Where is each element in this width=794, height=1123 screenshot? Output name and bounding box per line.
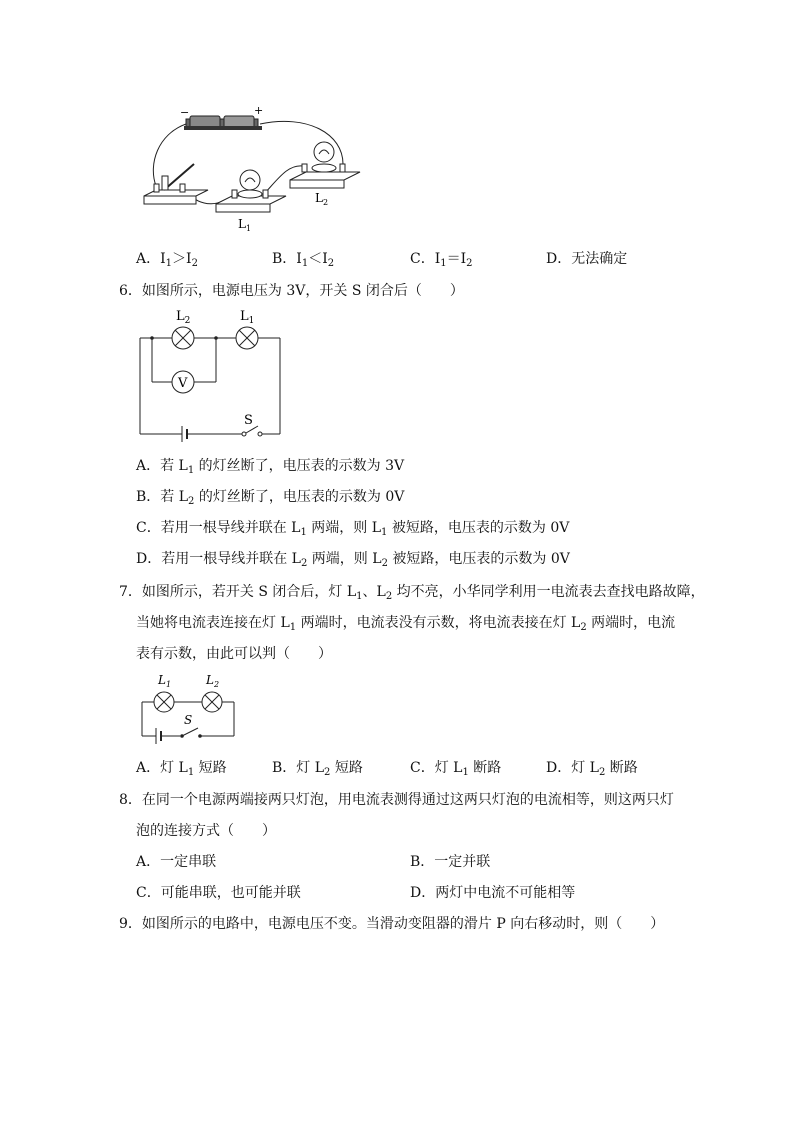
q8-stem-line-2: 泡的连接方式（ ）	[136, 823, 276, 839]
l2-label: $L_2$	[315, 191, 329, 207]
q6-circuit-diagram	[138, 306, 288, 440]
q8-option-c[interactable]: C．可能串联，也可能并联	[136, 885, 301, 901]
plus-label: +	[254, 104, 264, 117]
switch-label: S	[244, 413, 253, 428]
l2-label: $L_2$	[176, 309, 191, 326]
l2-label: $L_2$	[206, 673, 220, 689]
minus-label: −	[180, 106, 190, 119]
q7-circuit-diagram	[140, 670, 240, 746]
q5-option-c[interactable]: C．$I_1=I_2$	[410, 251, 473, 269]
q6-option-b[interactable]: B．若 $L_2$ 的灯丝断了，电压表的示数为 0V	[136, 489, 405, 507]
q7-stem-line-3: 表有示数，由此可以判（ ）	[136, 646, 332, 662]
q8-option-a[interactable]: A．一定串联	[136, 854, 217, 870]
l1-label: $L_1$	[238, 217, 252, 233]
q7-option-b[interactable]: B．灯 $L_2$ 短路	[272, 760, 363, 778]
q5-circuit-diagram	[138, 104, 368, 234]
q6-option-a[interactable]: A．若 $L_1$ 的灯丝断了，电压表的示数为 3V	[136, 458, 405, 476]
q6-option-d[interactable]: D．若用一根导线并联在 $L_2$ 两端，则 $L_2$ 被短路，电压表的示数为 0V	[136, 551, 570, 569]
q6-option-c[interactable]: C．若用一根导线并联在 $L_1$ 两端，则 $L_1$ 被短路，电压表的示数为 0V	[136, 520, 570, 538]
voltmeter-label: V	[178, 376, 188, 391]
q9-stem: 9．如图所示的电路中，电源电压不变。当滑动变阻器的滑片 P 向右移动时，则（ ）	[119, 916, 665, 932]
q7-option-a[interactable]: A．灯 $L_1$ 短路	[136, 760, 227, 778]
q7-option-d[interactable]: D．灯 $L_2$ 断路	[546, 760, 638, 778]
q8-option-b[interactable]: B．一定并联	[410, 854, 491, 870]
q6-stem: 6．如图所示，电源电压为 3V，开关 S 闭合后（ ）	[119, 283, 464, 299]
q7-stem-line-1: 7．如图所示，若开关 S 闭合后，灯 $L_1$、$L_2$ 均不亮，小华同学利用一电流表去查找电路故障，	[119, 584, 705, 602]
l1-label: $L_1$	[240, 309, 255, 326]
l1-label: $L_1$	[158, 673, 172, 689]
q8-stem-line-1: 8．在同一个电源两端接两只灯泡，用电流表测得通过这两只灯泡的电流相等，则这两只灯	[119, 792, 674, 808]
q7-option-c[interactable]: C．灯 $L_1$ 断路	[410, 760, 502, 778]
q5-option-a[interactable]: A．$I_1>I_2$	[136, 251, 198, 269]
q7-stem-line-2: 当她将电流表连接在灯 $L_1$ 两端时，电流表没有示数，将电流表接在灯 $L_2$ 两端时，电流	[136, 615, 676, 633]
q5-option-d[interactable]: D．无法确定	[546, 251, 628, 267]
q5-option-b[interactable]: B．$I_1<I_2$	[272, 251, 335, 269]
switch-label: S	[184, 713, 193, 727]
q8-option-d[interactable]: D．两灯中电流不可能相等	[410, 885, 576, 901]
